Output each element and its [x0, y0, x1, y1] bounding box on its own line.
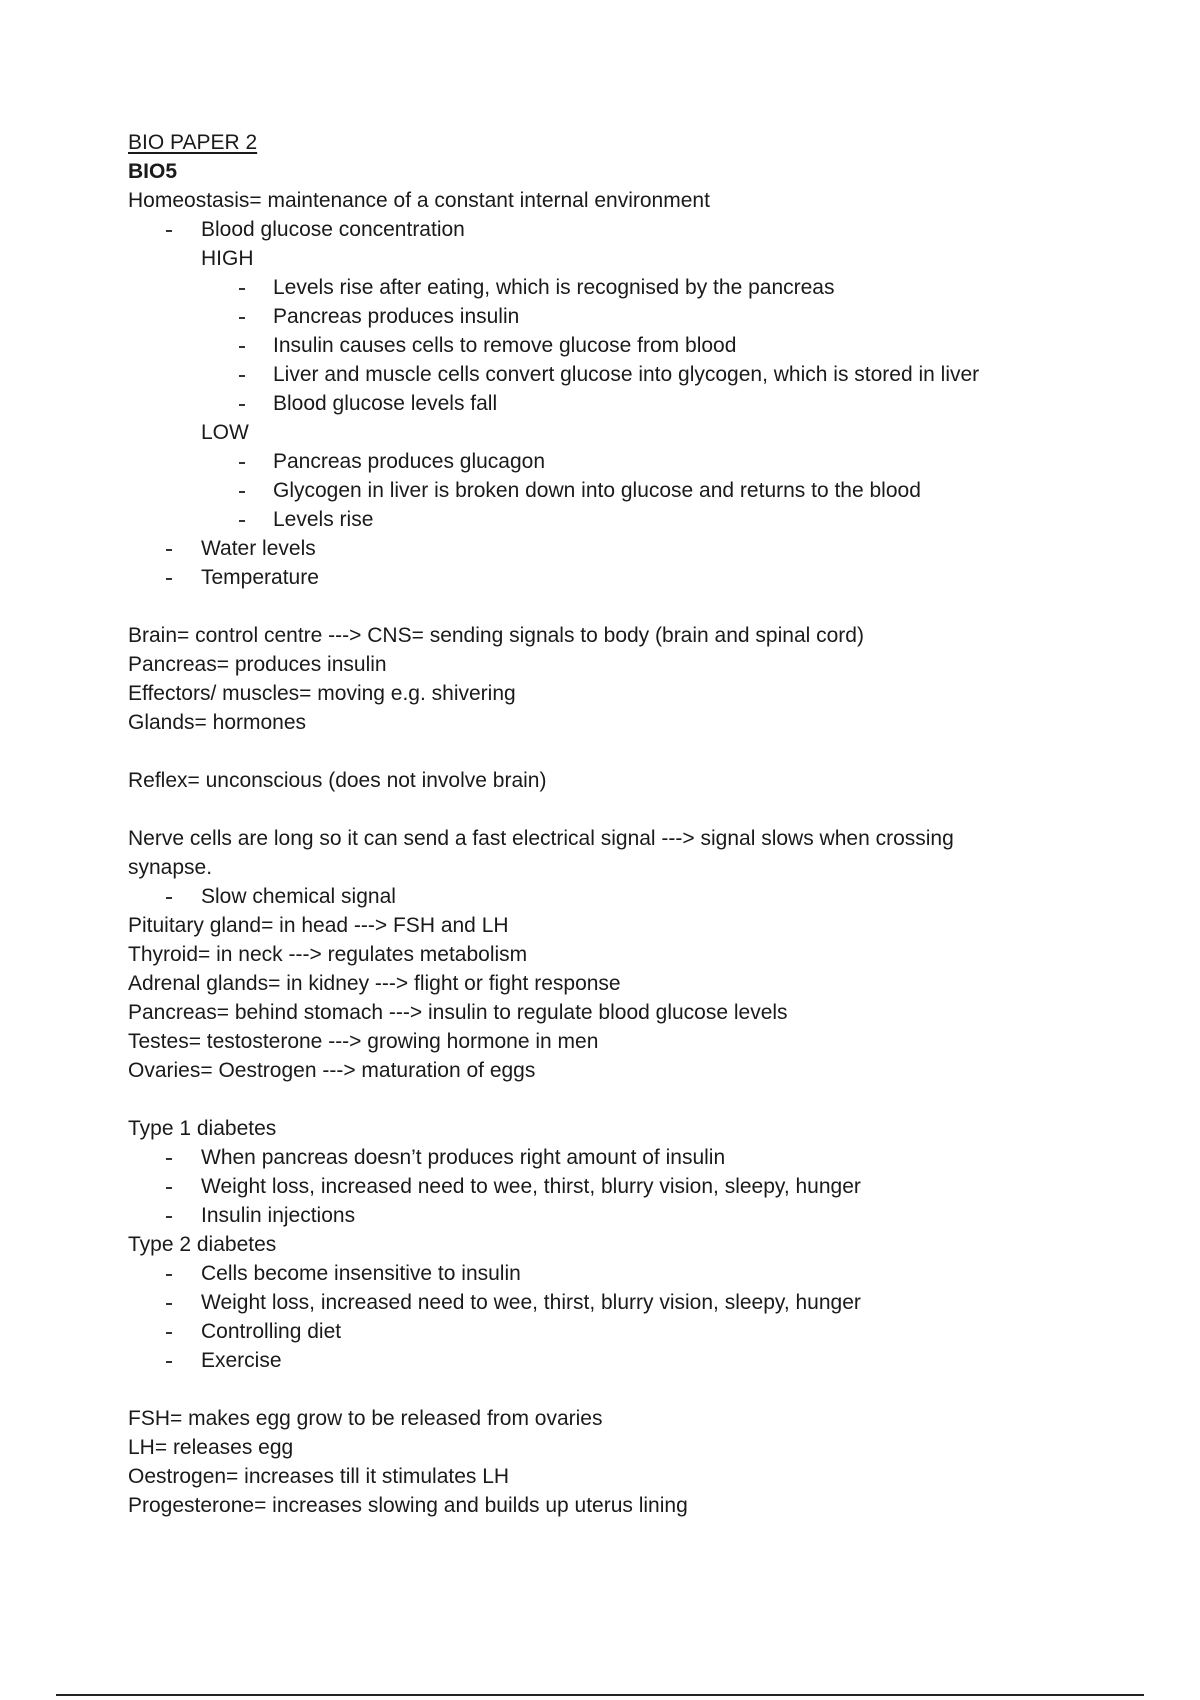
list-item: Pancreas produces insulin — [128, 302, 1088, 331]
dash-bullet-icon — [239, 404, 245, 406]
list-item: Liver and muscle cells convert glucose into glycogen, which is stored in liver — [128, 360, 1088, 389]
dash-bullet-icon — [166, 1158, 172, 1160]
dash-bullet-icon — [239, 520, 245, 522]
type1-label: Type 1 diabetes — [128, 1117, 277, 1140]
list-item: Insulin injections — [128, 1201, 1088, 1230]
dash-bullet-icon — [239, 375, 245, 377]
dash-bullet-icon — [166, 1187, 172, 1189]
dash-bullet-icon — [166, 578, 172, 580]
control-line: Brain= control centre ---> CNS= sending signals to body (brain and spinal cord) — [128, 624, 864, 647]
gland-line: Testes= testosterone ---> growing hormone in men — [128, 1030, 599, 1053]
gland-line: Pancreas= behind stomach ---> insulin to regulate blood glucose levels — [128, 1001, 788, 1024]
list-item: Weight loss, increased need to wee, thirst, blurry vision, sleepy, hunger — [128, 1288, 1088, 1317]
hormone-line: Oestrogen= increases till it stimulates LH — [128, 1465, 510, 1488]
gland-line: Pituitary gland= in head ---> FSH and LH — [128, 914, 509, 937]
dash-bullet-icon — [239, 346, 245, 348]
dash-bullet-icon — [166, 1274, 172, 1276]
dash-bullet-icon — [166, 1216, 172, 1218]
high-label: HIGH — [201, 247, 254, 270]
dash-bullet-icon — [166, 230, 172, 232]
reflex-line: Reflex= unconscious (does not involve brain) — [128, 769, 547, 792]
hormone-line: FSH= makes egg grow to be released from ovaries — [128, 1407, 603, 1430]
list-item: Slow chemical signal — [128, 882, 1088, 911]
list-item: Insulin causes cells to remove glucose from blood — [128, 331, 1088, 360]
dash-bullet-icon — [239, 491, 245, 493]
control-line: Effectors/ muscles= moving e.g. shivering — [128, 682, 516, 705]
list-item: Levels rise — [128, 505, 1088, 534]
dash-bullet-icon — [166, 1303, 172, 1305]
list-item: Cells become insensitive to insulin — [128, 1259, 1088, 1288]
homeostasis-definition: Homeostasis= maintenance of a constant internal environment — [128, 189, 710, 212]
gland-line: Ovaries= Oestrogen ---> maturation of eggs — [128, 1059, 536, 1082]
low-label: LOW — [201, 421, 249, 444]
list-item: Blood glucose levels fall — [128, 389, 1088, 418]
type2-label: Type 2 diabetes — [128, 1233, 277, 1256]
dash-bullet-icon — [239, 317, 245, 319]
list-item: Controlling diet — [128, 1317, 1088, 1346]
dash-bullet-icon — [239, 462, 245, 464]
footer-divider — [56, 1694, 1144, 1696]
hormone-line: Progesterone= increases slowing and builds up uterus lining — [128, 1494, 688, 1517]
dash-bullet-icon — [166, 549, 172, 551]
list-item: Glycogen in liver is broken down into glucose and returns to the blood — [128, 476, 1088, 505]
dash-bullet-icon — [166, 897, 172, 899]
list-item: Pancreas produces glucagon — [128, 447, 1088, 476]
control-line: Pancreas= produces insulin — [128, 653, 387, 676]
list-item: When pancreas doesn’t produces right amount of insulin — [128, 1143, 1088, 1172]
dash-bullet-icon — [166, 1361, 172, 1363]
dash-bullet-icon — [239, 288, 245, 290]
dash-bullet-icon — [166, 1332, 172, 1334]
section-heading: BIO5 — [128, 160, 178, 183]
control-line: Glands= hormones — [128, 711, 307, 734]
document-page — [128, 128, 1088, 1520]
list-item: Exercise — [128, 1346, 1088, 1375]
list-item: Temperature — [128, 563, 1088, 592]
list-item: Levels rise after eating, which is recognised by the pancreas — [128, 273, 1088, 302]
gland-line: Adrenal glands= in kidney ---> flight or fight response — [128, 972, 621, 995]
list-item: Weight loss, increased need to wee, thirst, blurry vision, sleepy, hunger — [128, 1172, 1088, 1201]
list-item: Water levels — [128, 534, 1088, 563]
gland-line: Thyroid= in neck ---> regulates metabolism — [128, 943, 528, 966]
nerve-paragraph: Nerve cells are long so it can send a fast electrical signal ---> signal slows when crossing synapse. — [128, 827, 954, 879]
list-item: Blood glucose concentration — [128, 215, 1088, 244]
page-title: BIO PAPER 2 — [128, 131, 258, 154]
hormone-line: LH= releases egg — [128, 1436, 294, 1459]
